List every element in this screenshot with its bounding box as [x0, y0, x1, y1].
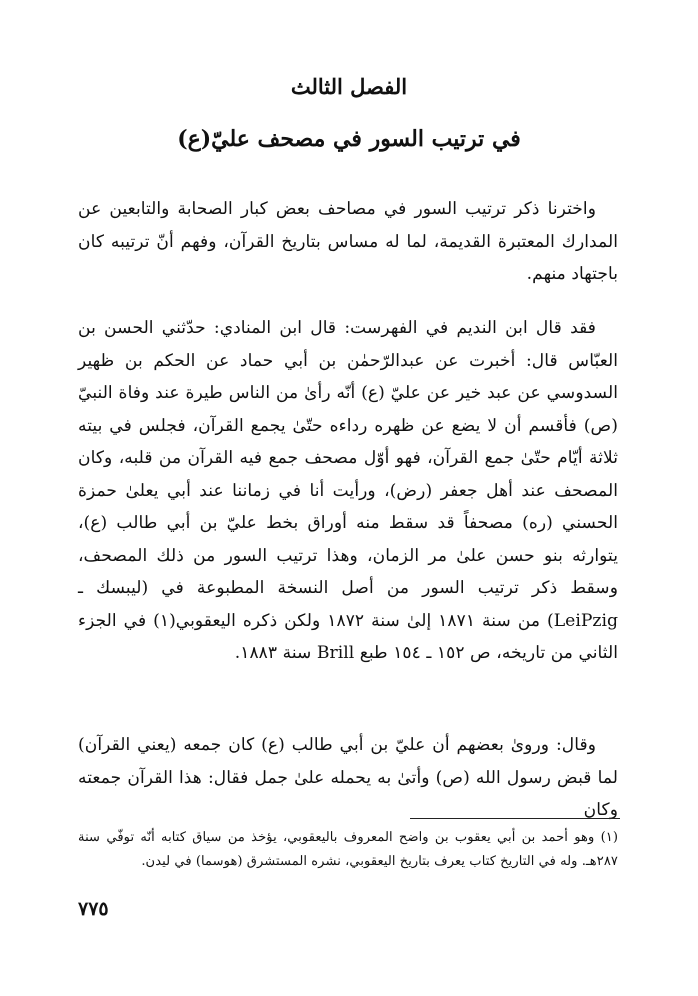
paragraph-text: فقد قال ابن النديم في الفهرست: قال ابن المنادي: حدّثني الحسن بن العبّاس قال: أخبرت عن عبدالرّحمٰن بن أبي حماد عن الحكم بن ظهير السدوسي عن عبد خير عن عليّ (ع) أنّه رأىٰ من الناس طيرة عند وفاة النبيّ (ص) فأقسم أن لا يضع عن ظهره رداءه حتّىٰ يجمع القرآن، فجلس في بيته ثلاثة أيّام حتّىٰ جمع القرآن، فهو أوّل مصحف جمع فيه القرآن من قلبه، وكان المصحف عند أهل جعفر (رض)، ورأيت أنا في زماننا عند أبي يعلىٰ حمزة الحسني (ره) مصحفاً قد سقط منه أوراق بخط عليّ بن أبي طالب (ع)، يتوارثه بنو حسن علىٰ مر الزمان، وهذا ترتيب السور من ذلك المصحف، وسقط ذكر ترتيب السور من أصل النسخة المطبوعة في (ليبسك ـ LeiPzig) من سنة ١٨٧١ إلىٰ سنة ١٨٧٢ ولكن ذكره اليعقوبي(١) في الجزء الثاني من تاريخه، ص ١٥٢ ـ ١٥٤ طبع Brill سنة ١٨٨٣.: [78, 318, 618, 663]
paragraph-text: وقال: وروىٰ بعضهم أن عليّ بن أبي طالب (ع) كان جمعه (يعني القرآن) لما قبض رسول الله (ص) وأتىٰ به يحمله علىٰ جمل فقال: هذا القرآن جمعته وكان: [78, 735, 618, 820]
paragraph-intro: [78, 193, 618, 291]
chapter-heading: الفصل الثالث: [290, 74, 408, 99]
footnote-divider: [410, 818, 620, 819]
paragraph-text: واخترنا ذكر ترتيب السور في مصاحف بعض كبار الصحابة والتابعين عن المدارك المعتبرة القديمة، لما له مساس بتاريخ القرآن، وفهم أنّ ترتيبه كان باجتهاد منهم.: [78, 199, 618, 284]
chapter-title: في ترتيب السور في مصحف عليّ(ع): [177, 126, 521, 152]
paragraph-ibn-nadim-quote: [78, 312, 618, 670]
footnote: (١) وهو أحمد بن أبي يعقوب بن واضح المعروف باليعقوبي، يؤخذ من سياق كتابه أنّه توفّي سنة ٢٨٧هـ. وله في التاريخ كتاب يعرف بتاريخ اليعقوبي، نشره المستشرق (هوسما) في ليدن.: [78, 830, 618, 869]
page-number: ٧٧٥: [78, 898, 109, 920]
paragraph-yaqubi-narration: [78, 729, 618, 827]
